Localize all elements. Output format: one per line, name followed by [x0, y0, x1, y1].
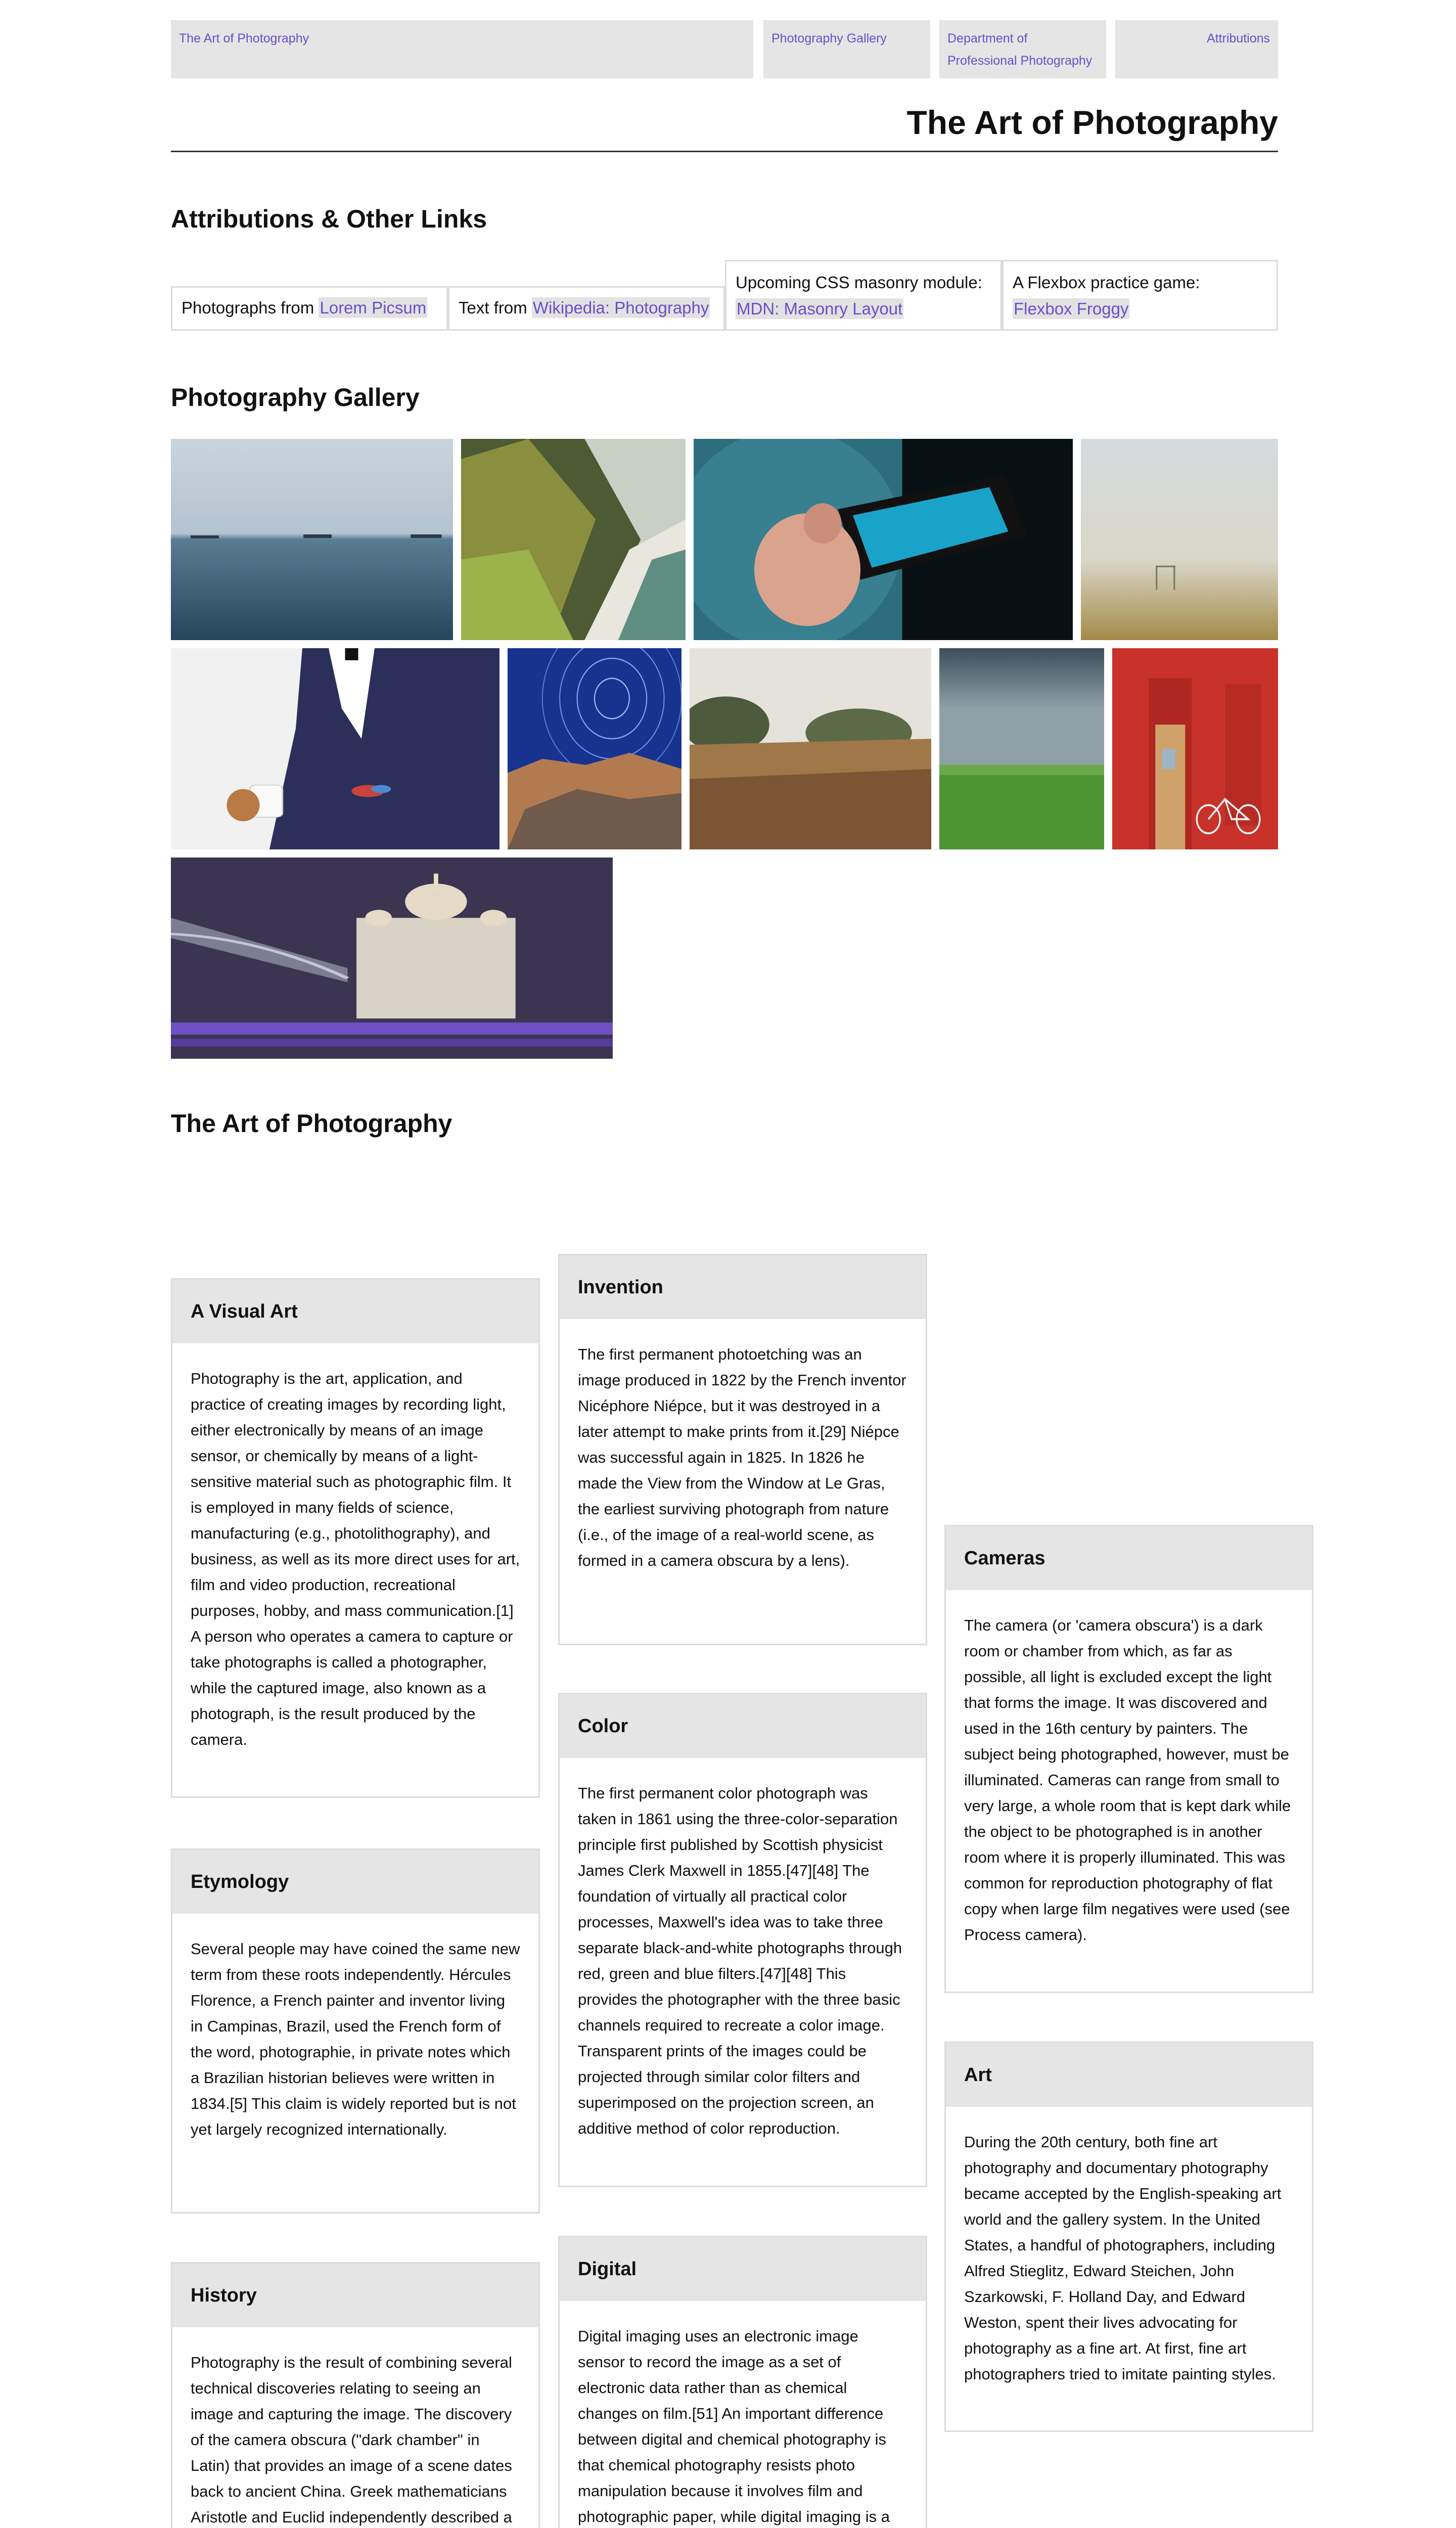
nav-link-art-of-photography[interactable]: The Art of Photography [171, 20, 753, 78]
gallery-photo-suit-coffee[interactable] [171, 648, 499, 849]
card-color [558, 1693, 927, 2187]
card-text: Digital imaging uses an electronic image sensor to record the image as a set of electronic data rather than as chemical changes on film.[51] An important difference between digital and chemical photography is that chemical photography resists photo manipulation because it involves film and photographic paper, while digital imaging is a [578, 2327, 890, 2525]
content-heading: The Art of Photography [171, 1109, 452, 1138]
card-visual-art [171, 1278, 540, 1798]
nav-link-attributions[interactable]: Attributions [1115, 20, 1278, 78]
gallery-heading: Photography Gallery [171, 383, 420, 412]
attributions-heading: Attributions & Other Links [171, 205, 487, 233]
card-etymology [171, 1848, 540, 2214]
card-text: The first permanent photoetching was an image produced in 1822 by the French inventor Nicéphore Niépce, but it was destroyed in a later attempt to make prints from it.[29] Niépce was successful again in 1825. In 1826 he made the View from the Window at Le Gras, the earliest surviving photograph from nature (i.e., of the image of a real-world scene, as formed in a camera obscura by a lens). [578, 1345, 906, 1569]
card-text: Several people may have coined the same new term from these roots independently. Hércules Florence, a French painter and inventor living in Campinas, Brazil, used the French form of the word, photographie, in private notes which a Brazilian historian believes were written in 1834.[5] This claim is widely reported but is not yet largely recognized internationally. [191, 1940, 520, 2138]
attribution-text: A Flexbox practice game: [1013, 273, 1200, 292]
card-cameras [944, 1525, 1313, 1993]
card-text: The camera (or 'camera obscura') is a dark room or chamber from which, as far as possible, all light is excluded except the light that forms the image. It was discovered and used in the 16th century by painters. The subject being photographed, however, must be illuminated. Cameras can range from small to very large, a whole room that is kept dark while the object to be photographed is in another room where it is properly illuminated. This was common for reproduction photography of flat copy when large film negatives were used (see Process camera). [964, 1616, 1291, 1944]
attribution-text: Upcoming CSS masonry module: [736, 273, 982, 292]
attribution-masonry [725, 260, 1002, 331]
card-title: Digital [560, 2237, 926, 2301]
attribution-photographs [171, 286, 448, 331]
lorem-picsum-link[interactable]: Lorem Picsum [320, 298, 427, 317]
card-title: History [172, 2264, 538, 2327]
gallery-photo-sea-ships[interactable] [171, 439, 453, 640]
card-title: Art [946, 2043, 1312, 2107]
card-text: Photography is the result of combining several technical discoveries relating to seeing an image and capturing the image. The discovery of the camera obscura ("dark chamber" in Latin) that provides an image of a scene dates back to ancient China. Greek mathematicians Aristotle and Euclid independently described a [191, 2354, 512, 2526]
flexbox-froggy-link[interactable]: Flexbox Froggy [1014, 299, 1129, 318]
gallery-photo-dry-grass[interactable] [690, 648, 931, 849]
gallery-photo-foggy-field[interactable] [1081, 439, 1278, 640]
nav-link-department[interactable]: Department of Professional Photography [939, 20, 1106, 78]
card-invention [558, 1254, 927, 1645]
attribution-text: Photographs from [181, 298, 319, 317]
card-title: Color [560, 1694, 926, 1758]
page-title: The Art of Photography [906, 104, 1278, 141]
card-title: A Visual Art [172, 1280, 538, 1343]
gallery-photo-red-door[interactable] [1112, 648, 1278, 849]
nav-link-photography-gallery[interactable]: Photography Gallery [763, 20, 930, 78]
gallery-photo-mountain-beach[interactable] [461, 439, 686, 640]
card-title: Etymology [172, 1850, 538, 1914]
wikipedia-photography-link[interactable]: Wikipedia: Photography [532, 298, 709, 317]
card-text: During the 20th century, both fine art photography and documentary photography became accepted by the English-speaking art world and the gallery system. In the United States, a handful of photographers, including Alfred Stieglitz, Edward Steichen, John Szarkowski, F. Holland Day, and Edward Weston, spent their lives advocating for photography as a fine art. At first, fine art photographers tried to imitate painting styles. [964, 2133, 1282, 2383]
gallery-photo-smartphone[interactable] [694, 439, 1073, 640]
card-title: Invention [560, 1255, 926, 1319]
top-navigation [171, 20, 1278, 78]
card-art [944, 2042, 1313, 2432]
card-text: The first permanent color photograph was taken in 1861 using the three-color-separation principle first published by Scottish physicist James Clerk Maxwell in 1855.[47][48] The foundation of virtually all practical color processes, Maxwell's idea was to take three separate black-and-white photographs through red, green and blue filters.[47][48] This provides the photographer with the three basic channels required to recreate a color image. Transparent prints of the images could be projected through similar color filters and superimposed on the projection screen, an additive method of color reproduction. [578, 1784, 902, 2137]
title-divider [171, 151, 1278, 152]
card-digital [558, 2236, 927, 2528]
card-history [171, 2262, 540, 2528]
gallery-photo-stormy-field[interactable] [939, 648, 1104, 849]
card-text: Photography is the art, application, and practice of creating images by recording light, either electronically by means of an image sensor, or chemically by means of a light-sensitive material such as photographic film. It is employed in many fields of science, manufacturing (e.g., photolithography), and business, as well as its more direct uses for art, film and video production, recreational purposes, hobby, and mass communication.[1] A person who operates a camera to capture or take photographs is called a photographer, while the captured image, also known as a photograph, is the result produced by the camera. [191, 1370, 520, 1748]
attribution-text: Text from [459, 298, 532, 317]
attribution-flexbox [1002, 260, 1278, 331]
card-title: Cameras [946, 1526, 1312, 1590]
gallery-photo-star-trails[interactable] [508, 648, 681, 849]
attribution-text-source [448, 286, 725, 331]
mdn-masonry-link[interactable]: MDN: Masonry Layout [737, 299, 903, 318]
gallery-photo-cathedral-bridge[interactable] [171, 857, 613, 1059]
